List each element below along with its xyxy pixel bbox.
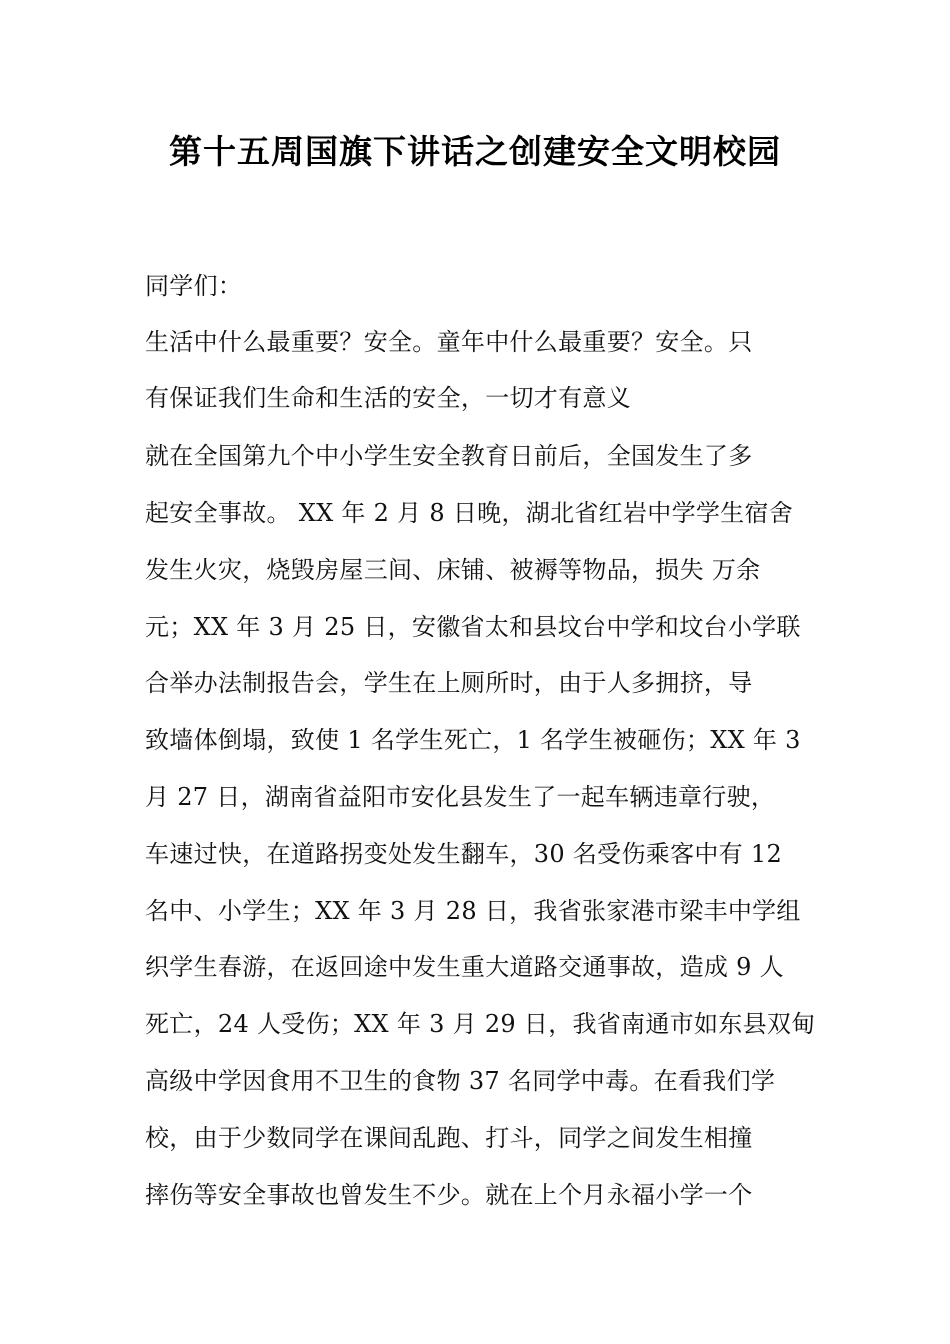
body-line: 车速过快，在道路拐变处发生翻车，30 名受伤乘客中有 12	[145, 840, 783, 868]
body-line: 摔伤等安全事故也曾发生不少。就在上个月永福小学一个	[145, 1181, 753, 1209]
body-line: 发生火灾，烧毁房屋三间、床铺、被褥等物品，损失 万余	[145, 556, 761, 584]
body-line: 名中、小学生；XX 年 3 月 28 日，我省张家港市梁丰中学组	[145, 897, 801, 925]
body-line: 死亡，24 人受伤；XX 年 3 月 29 日，我省南通市如东县双甸	[145, 1010, 816, 1038]
body-line: 就在全国第九个中小学生安全教育日前后，全国发生了多	[145, 442, 753, 470]
body-line: 月 27 日，湖南省益阳市安化县发生了一起车辆违章行驶，	[145, 783, 776, 811]
salutation: 同学们：	[145, 272, 243, 300]
body-line: 校，由于少数同学在课间乱跑、打斗，同学之间发生相撞	[145, 1124, 753, 1152]
body-line: 合举办法制报告会，学生在上厕所时，由于人多拥挤，导	[145, 669, 753, 697]
body-line: 有保证我们生命和生活的安全，一切才有意义	[145, 384, 631, 412]
body-line: 起安全事故。 XX 年 2 月 8 日晚，湖北省红岩中学学生宿舍	[145, 499, 794, 527]
body-line: 生活中什么最重要？安全。童年中什么最重要？安全。只	[145, 328, 753, 356]
body-line: 高级中学因食用不卫生的食物 37 名同学中毒。在看我们学	[145, 1067, 776, 1095]
body-line: 致墙体倒塌，致使 1 名学生死亡，1 名学生被砸伤；XX 年 3	[145, 726, 801, 754]
body-line: 元；XX 年 3 月 25 日，安徽省太和县坟台中学和坟台小学联	[145, 613, 801, 641]
document-title: 第十五周国旗下讲话之创建安全文明校园	[169, 132, 781, 171]
body-line: 织学生春游，在返回途中发生重大道路交通事故，造成 9 人	[145, 953, 784, 981]
